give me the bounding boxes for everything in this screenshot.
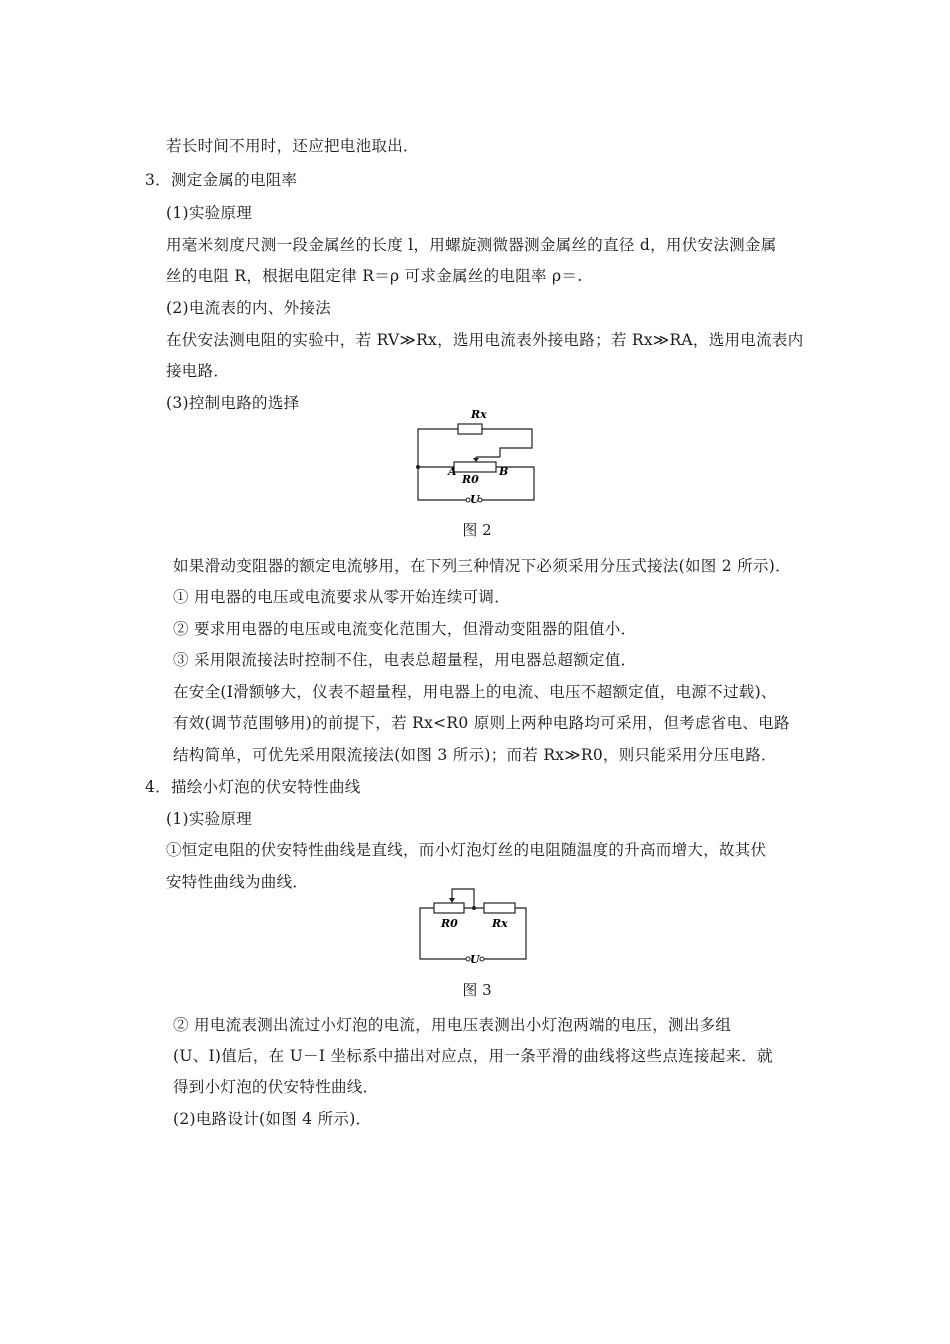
label-r0: R0 bbox=[462, 473, 479, 486]
label-rx: Rx bbox=[492, 917, 508, 930]
subheading-principle: (1)实验原理 bbox=[166, 810, 253, 828]
text-line: 如果滑动变阻器的额定电流够用，在下列三种情况下必须采用分压式接法(如图 2 所示)． bbox=[173, 557, 791, 575]
subheading-control: (3)控制电路的选择 bbox=[166, 394, 300, 412]
resistor-rx bbox=[458, 424, 482, 434]
text-line: 接电路． bbox=[166, 362, 230, 380]
text-line: 若长时间不用时，还应把电池取出． bbox=[166, 137, 419, 155]
figure-3-caption: 图 3 bbox=[462, 981, 492, 999]
figure-2-caption: 图 2 bbox=[462, 521, 492, 539]
text-line: 有效(调节范围够用)的前提下，若 Rx<R0 原则上两种电路均可采用，但考虑省电、电路 bbox=[173, 714, 790, 732]
subheading-principle: (1)实验原理 bbox=[166, 204, 253, 222]
text-line: 在伏安法测电阻的实验中，若 RV≫Rx，选用电流表外接电路；若 Rx≫RA，选用电流表内 bbox=[166, 331, 804, 349]
text-line: ①恒定电阻的伏安特性曲线是直线，而小灯泡灯丝的电阻随温度的升高而增大，故其伏 bbox=[166, 841, 767, 859]
subheading-ammeter: (2)电流表的内、外接法 bbox=[166, 299, 332, 317]
list-item: ② 用电流表测出流过小灯泡的电流，用电压表测出小灯泡两端的电压，测出多组 bbox=[173, 1016, 732, 1034]
resistor-rx bbox=[484, 903, 515, 913]
text-line: 安特性曲线为曲线． bbox=[166, 873, 309, 891]
text-line: 在安全(I滑额够大，仪表不超量程，用电器上的电流、电压不超额定值，电源不过载)、 bbox=[173, 683, 777, 701]
text-line: 结构简单，可优先采用限流接法(如图 3 所示)；而若 Rx≫R0，则只能采用分压电路． bbox=[173, 746, 777, 764]
circuit-figure-2 bbox=[410, 405, 540, 515]
label-r0: R0 bbox=[441, 917, 458, 930]
label-u: U bbox=[470, 493, 480, 506]
section-heading-4: 4．描绘小灯泡的伏安特性曲线 bbox=[145, 778, 361, 796]
circuit-figure-3 bbox=[412, 884, 532, 968]
text-line: (U、I)值后，在 U－I 坐标系中描出对应点，用一条平滑的曲线将这些点连接起来．就 bbox=[173, 1047, 773, 1065]
label-b: B bbox=[499, 465, 509, 478]
label-a: A bbox=[448, 465, 457, 478]
list-item: ① 用电器的电压或电流要求从零开始连续可调． bbox=[173, 588, 511, 606]
label-rx: Rx bbox=[471, 408, 487, 421]
subheading-circuit-design: (2)电路设计(如图 4 所示)． bbox=[173, 1110, 372, 1128]
text-line: 用毫米刻度尺测一段金属丝的长度 l，用螺旋测微器测金属丝的直径 d，用伏安法测金属 bbox=[166, 236, 777, 254]
list-item: ② 要求用电器的电压或电流变化范围大，但滑动变阻器的阻值小． bbox=[173, 620, 637, 638]
text-line: 丝的电阻 R，根据电阻定律 R＝ρ 可求金属丝的电阻率 ρ＝. bbox=[166, 267, 583, 285]
rheostat-r0 bbox=[434, 903, 464, 913]
label-u: U bbox=[470, 953, 480, 966]
list-item: ③ 采用限流接法时控制不住，电表总超量程，用电器总超额定值． bbox=[173, 651, 637, 669]
text-line: 得到小灯泡的伏安特性曲线． bbox=[173, 1078, 379, 1096]
section-heading-3: 3．测定金属的电阻率 bbox=[145, 171, 298, 189]
rheostat-r0 bbox=[454, 462, 496, 472]
